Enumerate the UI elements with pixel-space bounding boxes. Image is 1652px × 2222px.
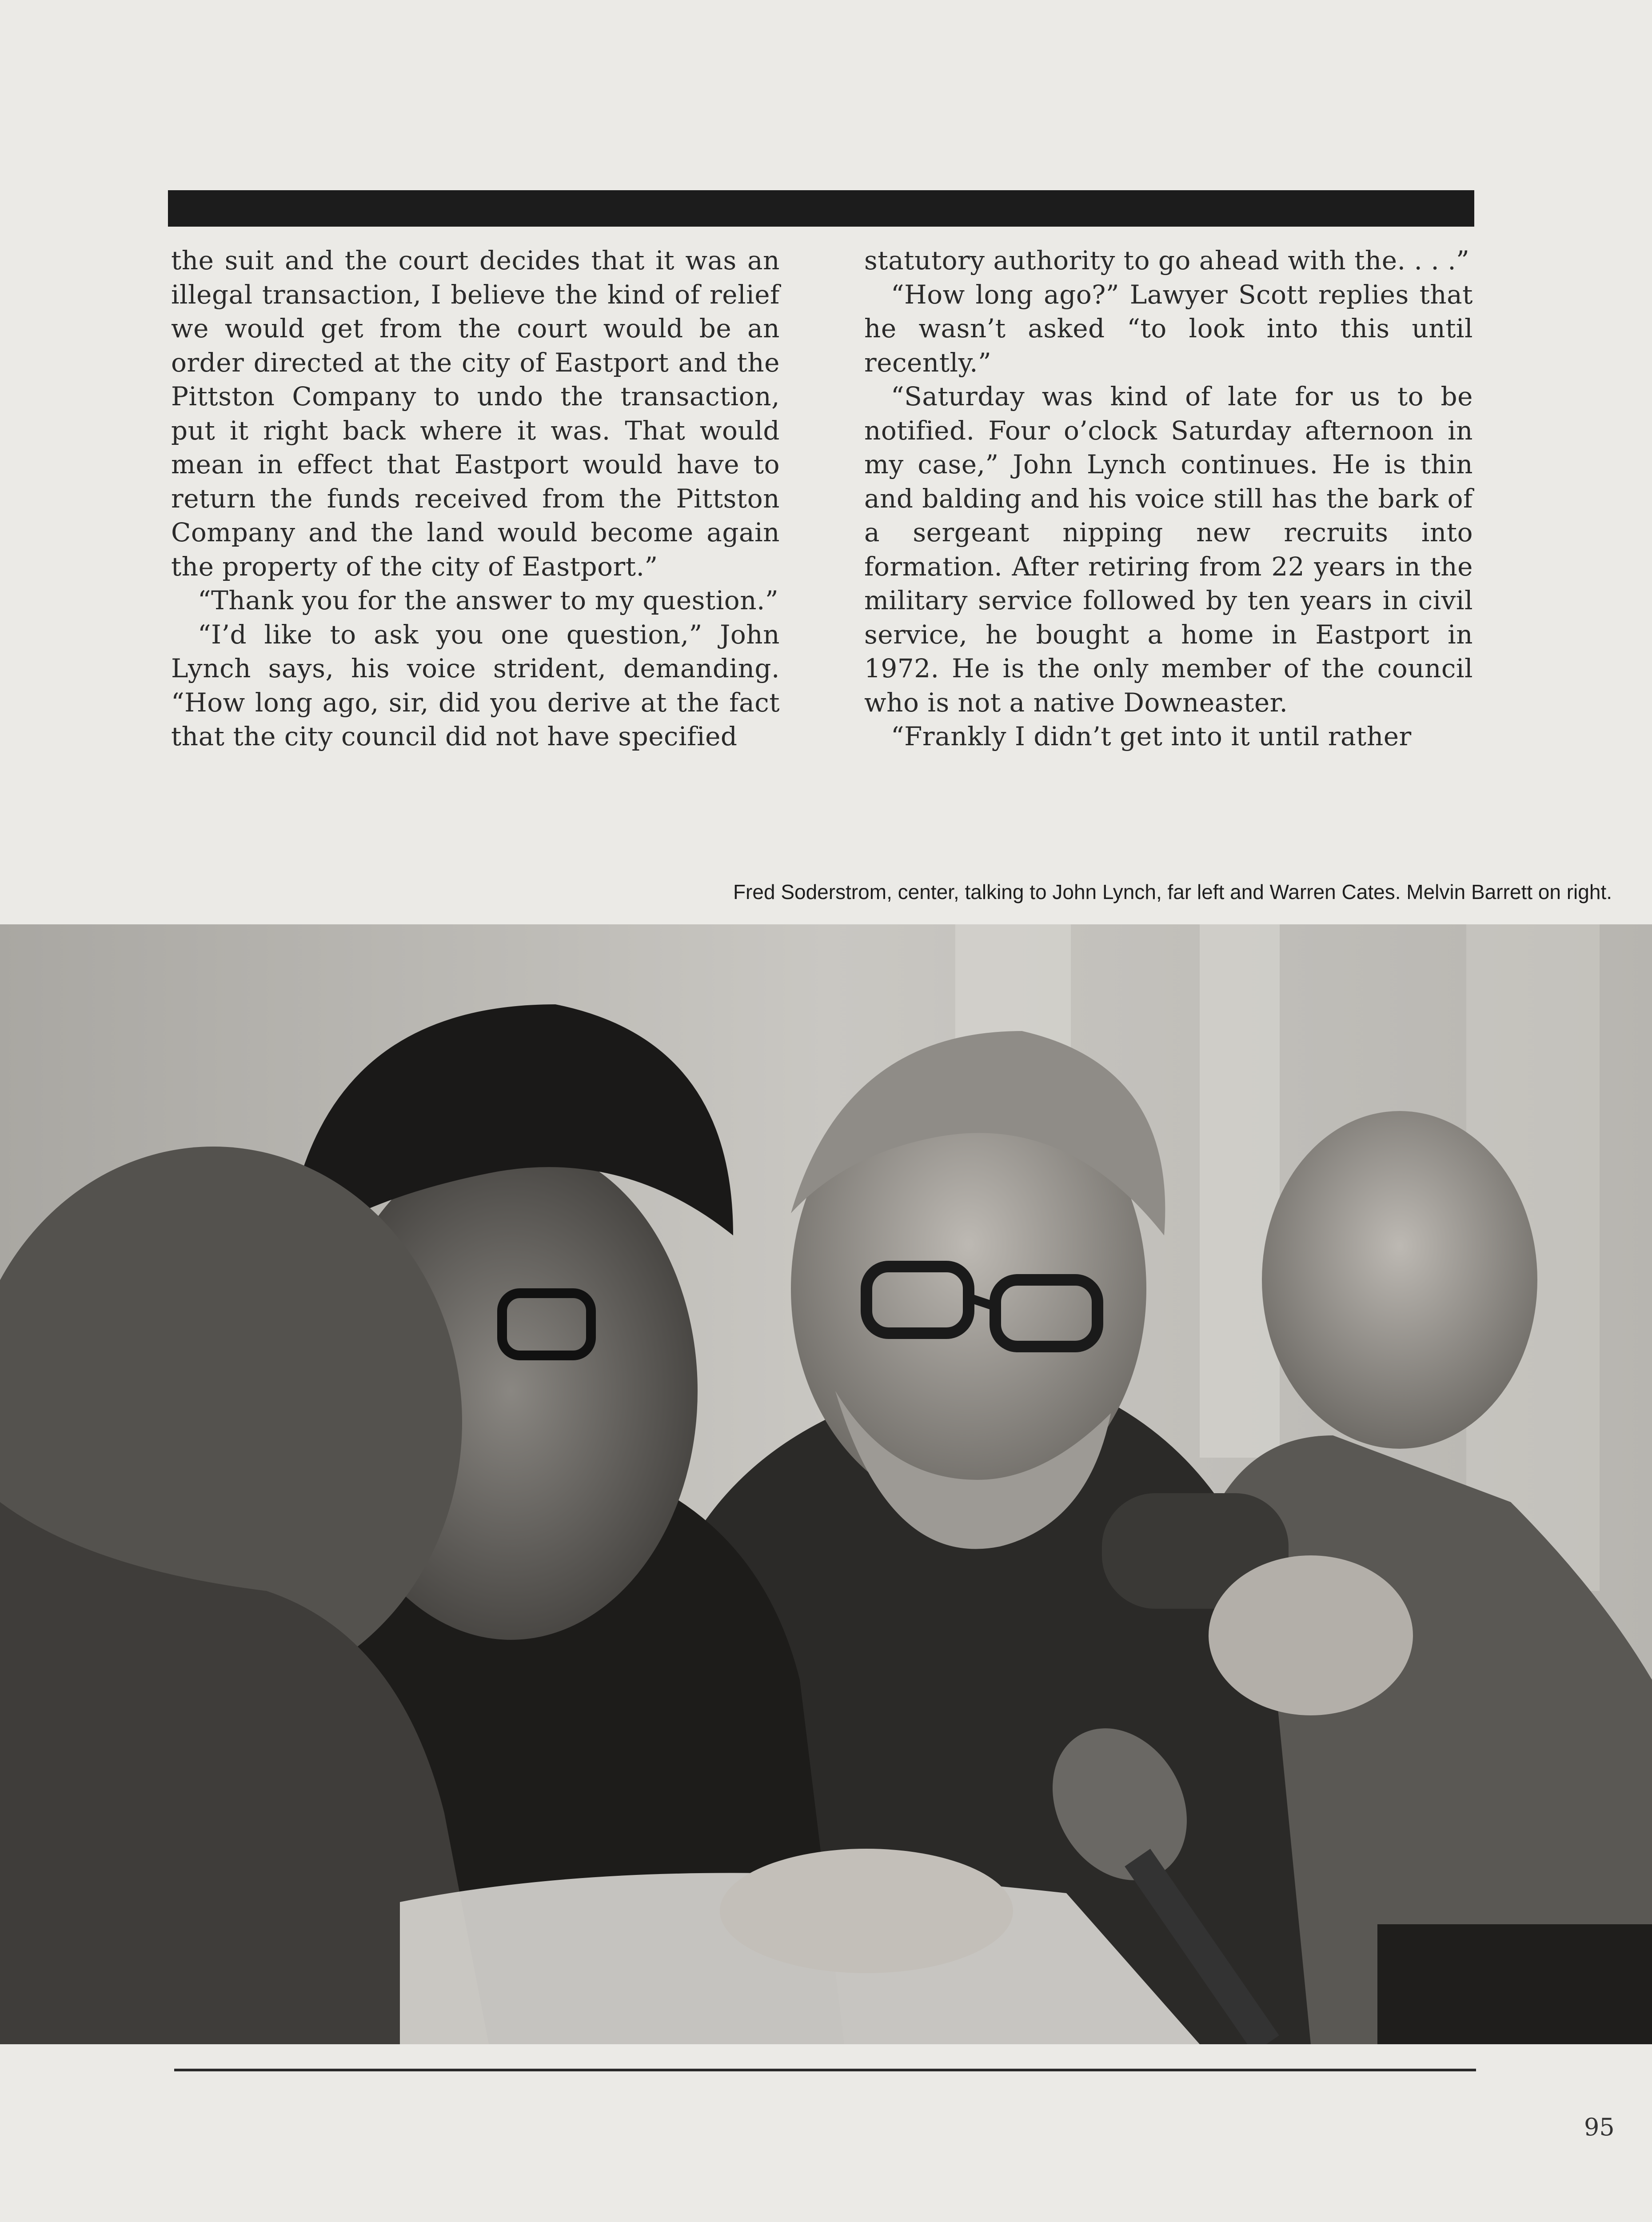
photo-caption: Fred Soderstrom, center, talking to John Lynch, far left and Warren Cates. Melvin Barrett on right. xyxy=(733,880,1612,903)
paragraph: the suit and the court decides that it was an illegal transaction, I believe the kind of relief we would get from the court would be an order directed at the city of Eastport and the Pittston Company to undo the transaction, put it right back where it was. That would mean in effect that Eastport would have to return the funds received from the Pittston Company and the land would become again the property of the city of Eastport.” xyxy=(171,245,780,582)
paragraph: “Thank you for the answer to my question.” xyxy=(198,585,779,615)
article-column-right xyxy=(864,244,1473,754)
paragraph: “Saturday was kind of late for us to be notified. Four o’clock Saturday afternoon in my case,” John Lynch continues. He is thin and balding and his voice still has the bark of a sergeant nipping new recruits into formation. After retiring from 22 years in the military service followed by ten years in civil service, he bought a home in Eastport in 1972. He is the only member of the council who is not a native Downeaster. xyxy=(864,381,1473,718)
article-column-left xyxy=(171,244,780,754)
top-rule-bar xyxy=(168,190,1474,227)
photo-illustration xyxy=(0,924,1652,2044)
page-number: 95 xyxy=(1584,2113,1615,2141)
paragraph: “I’d like to ask you one question,” John Lynch says, his voice strident, demanding. “How long ago, sir, did you derive at the fact that the city council did not have specified xyxy=(171,619,780,751)
bottom-rule xyxy=(174,2069,1476,2071)
paragraph: “Frankly I didn’t get into it until rather xyxy=(891,721,1412,751)
paragraph: “How long ago?” Lawyer Scott replies that he wasn’t asked “to look into this until recently.” xyxy=(864,279,1473,378)
meeting-photograph xyxy=(0,924,1652,2044)
paragraph: statutory authority to go ahead with the. . . .” xyxy=(864,245,1470,276)
